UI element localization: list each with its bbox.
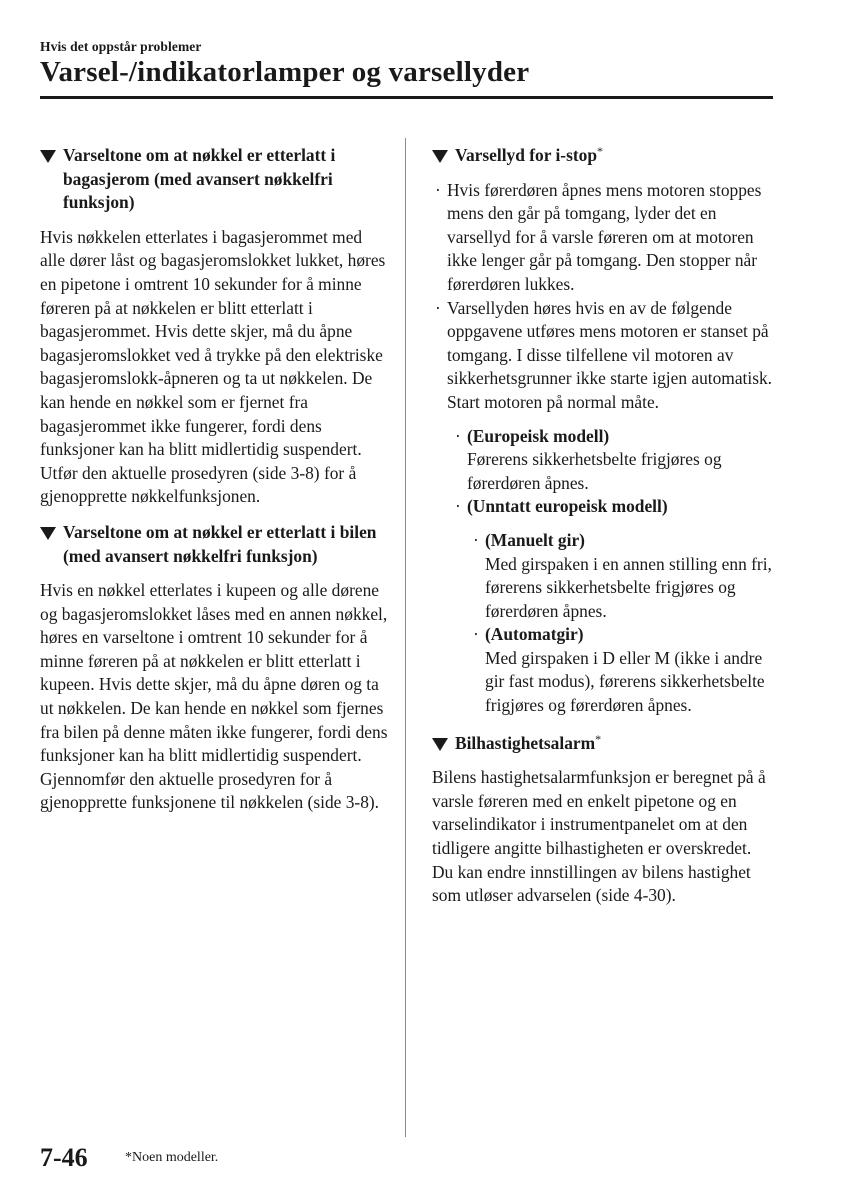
page-title: Varsel-/indikatorlamper og varsellyder bbox=[40, 56, 530, 88]
paragraph-key-left-in-trunk: Hvis nøkkelen etterlates i bagasjerommet med alle dører låst og bagasjeromslokket lukket, høres en pipetone i omtrent 10 sekunder for å minne føreren på at nøkkelen er blitt etterlatt i bagasjerommet. Hvis dette skjer, må du åpne bagasjeromslokket ved å trykke på den elektriske bagasjeromslokk-åpneren og ta ut nøkkelen. De kan hende en nøkkel som er fjernet fra bagasjerommet ikke fungerer, fordi dens funksjoner kan ha blitt midlertidig suspendert. Utfør den aktuelle prosedyren (side 3-8) for å gjenopprette nøkkelfunksjonen. bbox=[40, 226, 386, 507]
list-item-text: Hvis førerdøren åpnes mens motoren stoppes mens den går på tomgang, lyder det en varsellyd for å varsle føreren om at motoren ikke lenger går på tomgang. Den stopper når førerdøren lukkes. bbox=[447, 179, 762, 294]
section-heading-key-left-in-trunk bbox=[40, 144, 390, 215]
column-divider bbox=[405, 138, 406, 1137]
breadcrumb: Hvis det oppstår problemer bbox=[40, 39, 202, 54]
sub-item-label: (Unntatt europeisk modell) bbox=[467, 496, 668, 517]
sub-item-label: (Automatgir) bbox=[485, 624, 584, 645]
list-item bbox=[432, 179, 777, 297]
paragraph-speed-alarm-setting: Du kan endre innstillingen av bilens hastighet som utløser advarselen (side 4-30). bbox=[432, 861, 751, 906]
page-number: 7-46 bbox=[40, 1143, 88, 1172]
title-rule bbox=[40, 96, 773, 99]
section-heading-text: Varsellyd for i-stop* bbox=[455, 144, 604, 165]
sub-sub-list-item-automatic bbox=[470, 623, 777, 717]
triangle-bullet-icon bbox=[432, 150, 448, 163]
sub-item-label: (Manuelt gir) bbox=[485, 529, 585, 550]
sub-list-item-non-european bbox=[452, 495, 777, 519]
paragraph-key-left-in-car: Hvis en nøkkel etterlates i kupeen og alle dørene og bagasjeromslokket låses med en annen nøkkel, høres en varseltone i omtrent 10 sekunder for å minne føreren på at nøkkelen er blitt etterlatt i kupeen. Hvis dette skjer, må du åpne døren og ta ut nøkkelen. De kan hende en nøkkel som fjernes fra bilen på denne måten ikke fungerer, fordi dens funksjoner kan ha blitt midlertidig suspendert. Gjennomfør den aktuelle prosedyren for å gjenopprette funksjonene til nøkkelen (side 3-8). bbox=[40, 580, 388, 813]
sub-item-text: Med girspaken i en annen stilling enn fri, førerens sikkerhetsbelte frigjøres og førerdøren åpnes. bbox=[485, 553, 772, 621]
bullet-dot: · bbox=[435, 179, 441, 200]
section-heading-istop bbox=[432, 144, 777, 168]
section-heading-speed-alarm bbox=[432, 732, 777, 756]
triangle-bullet-icon bbox=[40, 527, 56, 540]
bullet-dot: · bbox=[435, 297, 441, 318]
sub-item-text: Førerens sikkerhetsbelte frigjøres og førerdøren åpnes. bbox=[467, 449, 722, 493]
bullet-dot: · bbox=[473, 529, 479, 550]
sub-list-item-european bbox=[452, 425, 777, 496]
paragraph-speed-alarm: Bilens hastighetsalarmfunksjon er beregnet på å varsle føreren med en enkelt pipetone og en varselindikator i instrumentpanelet om at den tidligere angitte bilhastigheten er overskredet. bbox=[432, 767, 766, 859]
right-column bbox=[432, 144, 777, 920]
sub-sub-list-item-manual bbox=[470, 529, 777, 623]
list-item bbox=[432, 297, 777, 415]
section-heading-key-left-in-car bbox=[40, 521, 390, 568]
triangle-bullet-icon bbox=[40, 150, 56, 163]
sub-item-label: (Europeisk modell) bbox=[467, 425, 610, 446]
left-column bbox=[40, 144, 390, 827]
footnote: *Noen modeller. bbox=[125, 1150, 219, 1165]
section-heading-text: Varseltone om at nøkkel er etterlatt i bilen (med avansert nøkkelfri funksjon) bbox=[63, 521, 377, 566]
bullet-dot: · bbox=[473, 624, 479, 645]
section-heading-text: Bilhastighetsalarm* bbox=[455, 731, 602, 753]
section-heading-text: Varseltone om at nøkkel er etterlatt i bagasjerom (med avansert nøkkelfri funksjon) bbox=[63, 145, 336, 213]
triangle-bullet-icon bbox=[432, 738, 448, 751]
sub-item-text: Med girspaken i D eller M (ikke i andre gir fast modus), førerens sikkerhetsbelte frigjøres og førerdøren åpnes. bbox=[485, 647, 765, 716]
bullet-dot: · bbox=[455, 425, 461, 446]
bullet-dot: · bbox=[455, 496, 461, 517]
footnote-marker: * bbox=[595, 731, 602, 746]
footnote-marker: * bbox=[597, 144, 604, 158]
list-item-text: Varsellyden høres hvis en av de følgende oppgavene utføres mens motoren er stanset på tomgang. I disse tilfellene vil motoren av sikkerhetsgrunner ikke starte igjen automatisk. Start motoren på normal måte. bbox=[447, 297, 773, 412]
